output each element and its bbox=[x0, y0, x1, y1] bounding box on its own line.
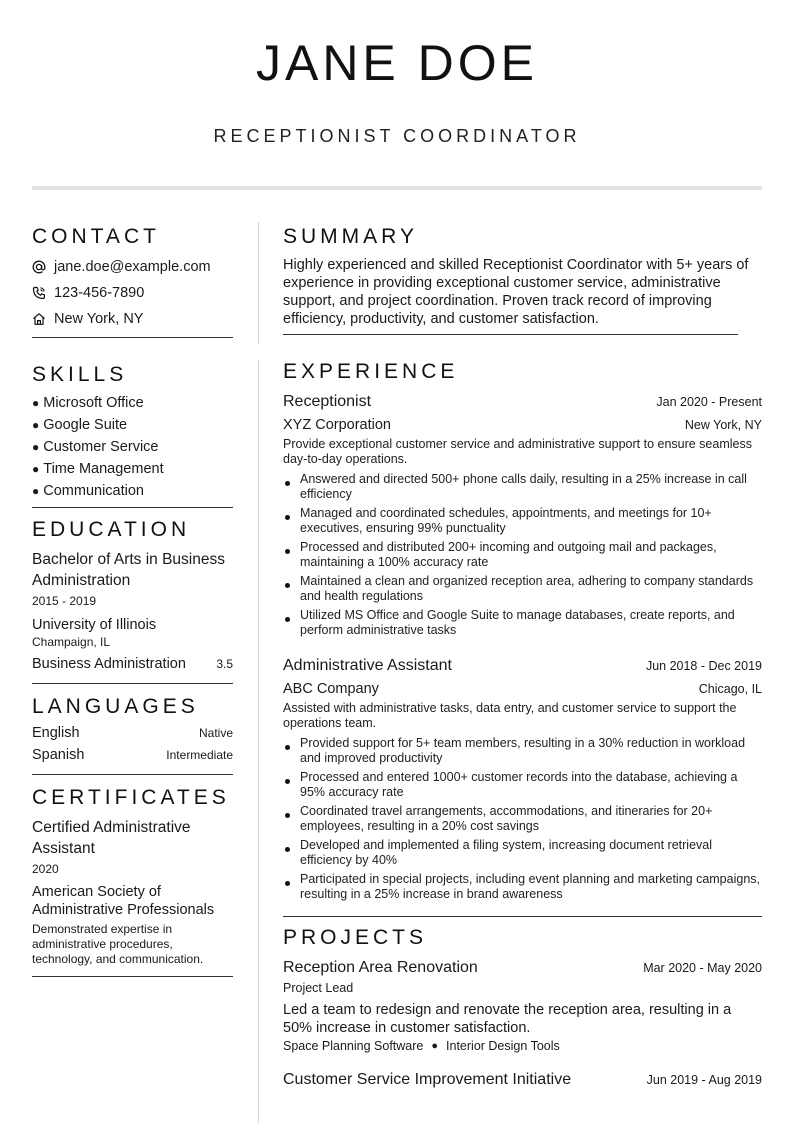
column-divider-top bbox=[258, 222, 259, 344]
contact-section bbox=[32, 224, 233, 338]
project-header bbox=[283, 957, 762, 979]
tool-separator: ● bbox=[431, 1040, 439, 1052]
job-bullet: Processed and distributed 200+ incoming and outgoing mail and packages, maintaining a 100% accuracy rate bbox=[283, 540, 762, 570]
certificates-divider bbox=[32, 976, 233, 977]
job-bullets bbox=[283, 472, 762, 638]
job-bullet: Participated in special projects, including event planning and marketing campaigns, resulting in a 25% increase in brand awareness bbox=[283, 872, 762, 902]
candidate-role: RECEPTIONIST COORDINATOR bbox=[213, 126, 581, 146]
job-description: Provide exceptional customer service and administrative support to ensure seamless day-to-day operations. bbox=[283, 437, 752, 466]
contact-phone[interactable] bbox=[32, 280, 233, 306]
skills-section bbox=[32, 362, 233, 508]
job-dates: Jan 2020 - Present bbox=[656, 395, 762, 409]
language-level: Native bbox=[198, 725, 233, 740]
project-entry bbox=[283, 957, 762, 1053]
job-bullet: Utilized MS Office and Google Suite to manage databases, create reports, and perform administrative tasks bbox=[283, 608, 762, 638]
project-name: Customer Service Improvement Initiative bbox=[283, 1071, 572, 1088]
job-company: XYZ Corporation bbox=[283, 417, 391, 433]
project-tool: Interior Design Tools bbox=[446, 1039, 560, 1053]
column-divider-bottom bbox=[258, 360, 259, 1123]
job-header bbox=[283, 391, 762, 413]
phone-icon bbox=[32, 286, 54, 300]
skill-item: ● Communication bbox=[32, 483, 144, 499]
education-degree: Bachelor of Arts in Business Administration bbox=[32, 551, 225, 589]
home-icon bbox=[32, 312, 54, 326]
language-name: English bbox=[32, 725, 80, 741]
education-section bbox=[32, 517, 233, 684]
job-bullet: Managed and coordinated schedules, appointments, and meetings for 10+ executives, ensuring 99% punctuality bbox=[283, 506, 762, 536]
education-years: 2015 - 2019 bbox=[32, 594, 97, 608]
skill-item: ● Microsoft Office bbox=[32, 395, 144, 411]
education-field: Business Administration bbox=[32, 656, 186, 672]
summary-title: SUMMARY bbox=[283, 225, 418, 248]
skill-item: ● Customer Service bbox=[32, 439, 159, 455]
languages-title: LANGUAGES bbox=[32, 695, 199, 718]
at-icon bbox=[32, 260, 54, 274]
certificate-year: 2020 bbox=[32, 862, 59, 876]
skills-title: SKILLS bbox=[32, 363, 128, 386]
project-tool: Space Planning Software bbox=[283, 1039, 424, 1053]
contact-email-text: jane.doe@example.com bbox=[54, 259, 211, 275]
job-bullet: Processed and entered 1000+ customer records into the database, achieving a 95% accuracy rate bbox=[283, 770, 762, 800]
job-bullet: Coordinated travel arrangements, accommodations, and itineraries for 20+ employees, resulting in a 20% cost savings bbox=[283, 804, 762, 834]
certificate-name: Certified Administrative Assistant bbox=[32, 819, 191, 857]
summary-section bbox=[283, 224, 762, 335]
experience-title: EXPERIENCE bbox=[283, 360, 459, 383]
contact-location-text: New York, NY bbox=[54, 311, 144, 327]
job-subheader bbox=[283, 415, 762, 435]
job-bullet: Answered and directed 500+ phone calls daily, resulting in a 25% increase in call efficiency bbox=[283, 472, 762, 502]
job-subheader bbox=[283, 679, 762, 699]
language-name: Spanish bbox=[32, 747, 85, 763]
project-name: Reception Area Renovation bbox=[283, 959, 478, 976]
education-title: EDUCATION bbox=[32, 518, 191, 541]
project-header bbox=[283, 1069, 762, 1091]
projects-title: PROJECTS bbox=[283, 926, 428, 949]
project-role: Project Lead bbox=[283, 981, 354, 995]
language-level: Intermediate bbox=[166, 747, 233, 762]
job-entry bbox=[283, 655, 762, 902]
project-description: Led a team to redesign and renovate the reception area, resulting in a 50% increase in customer satisfaction. bbox=[283, 1002, 732, 1036]
contact-phone-text: 123-456-7890 bbox=[54, 285, 145, 301]
languages-section bbox=[32, 694, 233, 775]
project-dates: Jun 2019 - Aug 2019 bbox=[646, 1073, 762, 1087]
skill-item: ● Time Management bbox=[32, 461, 164, 477]
left-column bbox=[32, 224, 233, 977]
contact-email[interactable] bbox=[32, 254, 233, 280]
project-dates: Mar 2020 - May 2020 bbox=[643, 961, 762, 975]
job-bullet: Maintained a clean and organized reception area, adhering to company standards and health regulations bbox=[283, 574, 762, 604]
certificates-title: CERTIFICATES bbox=[32, 786, 230, 809]
project-entry bbox=[283, 1069, 762, 1091]
job-title: Administrative Assistant bbox=[283, 657, 452, 674]
job-location: Chicago, IL bbox=[698, 682, 762, 696]
certificates-section bbox=[32, 785, 233, 977]
education-field-row bbox=[32, 654, 233, 674]
project-tools bbox=[283, 1039, 762, 1053]
education-school: University of Illinois bbox=[32, 617, 157, 633]
header-divider bbox=[32, 186, 762, 190]
candidate-name: JANE DOE bbox=[255, 35, 539, 91]
job-dates: Jun 2018 - Dec 2019 bbox=[645, 659, 762, 673]
contact-title: CONTACT bbox=[32, 225, 160, 248]
job-bullets bbox=[283, 736, 762, 902]
job-bullet: Developed and implemented a filing system, increasing document retrieval efficiency by 40% bbox=[283, 838, 762, 868]
job-company: ABC Company bbox=[283, 681, 379, 697]
language-row bbox=[32, 722, 233, 744]
language-row bbox=[32, 744, 233, 766]
certificate-description: Demonstrated expertise in administrative procedures, technology, and communication. bbox=[32, 922, 204, 966]
projects-section bbox=[283, 925, 762, 1091]
right-column bbox=[283, 224, 762, 1091]
education-gpa: 3.5 bbox=[216, 657, 233, 671]
skill-item: ● Google Suite bbox=[32, 417, 128, 433]
experience-section bbox=[283, 359, 762, 917]
education-location: Champaign, IL bbox=[32, 635, 111, 649]
job-description: Assisted with administrative tasks, data entry, and customer service to support the operations team. bbox=[283, 701, 737, 730]
job-title: Receptionist bbox=[283, 393, 372, 410]
summary-text: Highly experienced and skilled Receptionist Coordinator with 5+ years of experience in providing exceptional customer service, administrative support, and project coordination. Proven track record of improving efficiency, productivity, and customer satisfaction. bbox=[283, 257, 749, 327]
contact-location bbox=[32, 306, 233, 332]
job-bullet: Provided support for 5+ team members, resulting in a 30% reduction in workload and improved productivity bbox=[283, 736, 762, 766]
job-entry bbox=[283, 391, 762, 638]
job-header bbox=[283, 655, 762, 677]
certificate-issuer: American Society of Administrative Professionals bbox=[32, 884, 215, 918]
job-location: New York, NY bbox=[684, 418, 762, 432]
